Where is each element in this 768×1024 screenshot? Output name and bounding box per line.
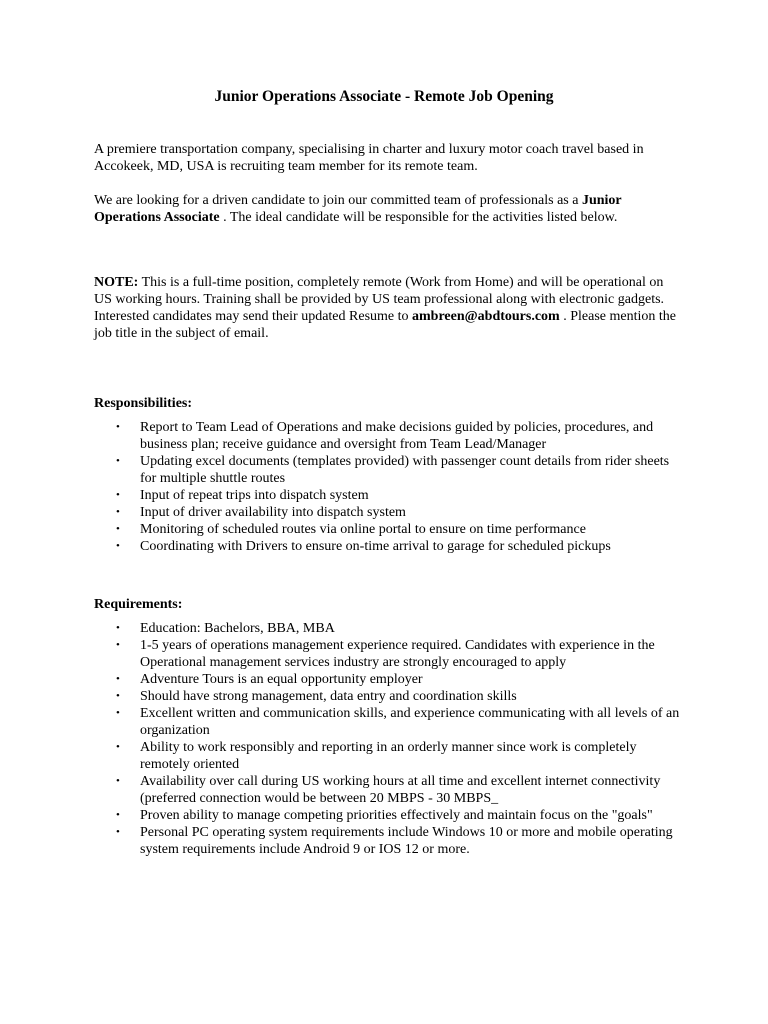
bullet-icon: • <box>116 775 120 787</box>
bullet-icon: • <box>116 826 120 838</box>
list-item-text: Personal PC operating system requirements include Windows 10 or more and mobile operating system requirements include Android 9 or IOS 12 or more. <box>140 825 673 857</box>
bullet-icon: • <box>116 639 120 651</box>
list-item <box>94 419 684 453</box>
list-item-text: Proven ability to manage competing priorities effectively and maintain focus on the "goals" <box>140 808 653 823</box>
list-item-text: Availability over call during US working hours at all time and excellent internet connectivity (preferred connection would be between 20 MBPS - 30 MBPS_ <box>140 774 661 806</box>
bullet-icon: • <box>116 622 120 634</box>
list-item-text: Should have strong management, data entry and coordination skills <box>140 689 517 704</box>
list-item-text: Adventure Tours is an equal opportunity employer <box>140 672 423 687</box>
bullet-icon: • <box>116 690 120 702</box>
bullet-icon: • <box>116 707 120 719</box>
list-item-text: Report to Team Lead of Operations and make decisions guided by policies, procedures, and business plan; receive guidance and oversight from Team Lead/Manager <box>140 420 654 452</box>
list-item-text: Education: Bachelors, BBA, MBA <box>140 621 335 636</box>
intro-paragraph: A premiere transportation company, specialising in charter and luxury motor coach travel based in Accokeek, MD, USA is recruiting team member for its remote team. <box>94 142 644 174</box>
list-item-text: Updating excel documents (templates provided) with passenger count details from rider sheets for multiple shuttle routes <box>140 454 670 486</box>
note-label: NOTE: <box>94 275 139 290</box>
bullet-icon: • <box>116 455 120 467</box>
list-item <box>94 487 684 504</box>
list-item-text: 1-5 years of operations management experience required. Candidates with experience in the Operational management services industry are strongly encouraged to apply <box>140 638 655 670</box>
note-after-text: . Please mention the job title in the subject of email. <box>94 309 676 341</box>
looking-paragraph <box>94 192 684 226</box>
list-item <box>94 538 684 555</box>
bullet-icon: • <box>116 506 120 518</box>
requirements-heading: Requirements: <box>94 597 183 612</box>
bullet-icon: • <box>116 540 120 552</box>
list-item <box>94 807 684 824</box>
list-item <box>94 688 684 705</box>
list-item-text: Coordinating with Drivers to ensure on-time arrival to garage for scheduled pickups <box>140 539 611 554</box>
note-text: This is a full-time position, completely remote (Work from Home) and will be operational on US working hours. Training shall be provided by US team professional along with electronic gadgets. Interested candidates may send their updated Resume to <box>94 275 665 324</box>
responsibilities-list <box>94 419 684 555</box>
list-item-text: Input of repeat trips into dispatch system <box>140 488 369 503</box>
bullet-icon: • <box>116 421 120 433</box>
list-item <box>94 671 684 688</box>
list-item <box>94 637 684 671</box>
list-item <box>94 773 684 807</box>
looking-before-text: We are looking for a driven candidate to join our committed team of professionals as a <box>94 193 579 208</box>
list-item <box>94 739 684 773</box>
responsibilities-heading: Responsibilities: <box>94 396 193 411</box>
list-item-text: Input of driver availability into dispatch system <box>140 505 406 520</box>
contact-email: ambreen@abdtours.com <box>412 309 560 324</box>
list-item <box>94 453 684 487</box>
role-name: Junior Operations Associate <box>94 193 622 225</box>
bullet-icon: • <box>116 741 120 753</box>
list-item <box>94 504 684 521</box>
list-item-text: Monitoring of scheduled routes via online portal to ensure on time performance <box>140 522 586 537</box>
page-title: Junior Operations Associate - Remote Job Opening <box>214 88 554 105</box>
requirements-list <box>94 620 684 858</box>
bullet-icon: • <box>116 809 120 821</box>
list-item-text: Excellent written and communication skills, and experience communicating with all levels of an organization <box>140 706 680 738</box>
list-item <box>94 620 684 637</box>
bullet-icon: • <box>116 523 120 535</box>
bullet-icon: • <box>116 673 120 685</box>
list-item <box>94 521 684 538</box>
list-item-text: Ability to work responsibly and reporting in an orderly manner since work is completely remotely oriented <box>140 740 637 772</box>
list-item <box>94 824 684 858</box>
looking-after-text: . The ideal candidate will be responsible for the activities listed below. <box>223 210 618 225</box>
note-paragraph <box>94 274 684 342</box>
bullet-icon: • <box>116 489 120 501</box>
list-item <box>94 705 684 739</box>
